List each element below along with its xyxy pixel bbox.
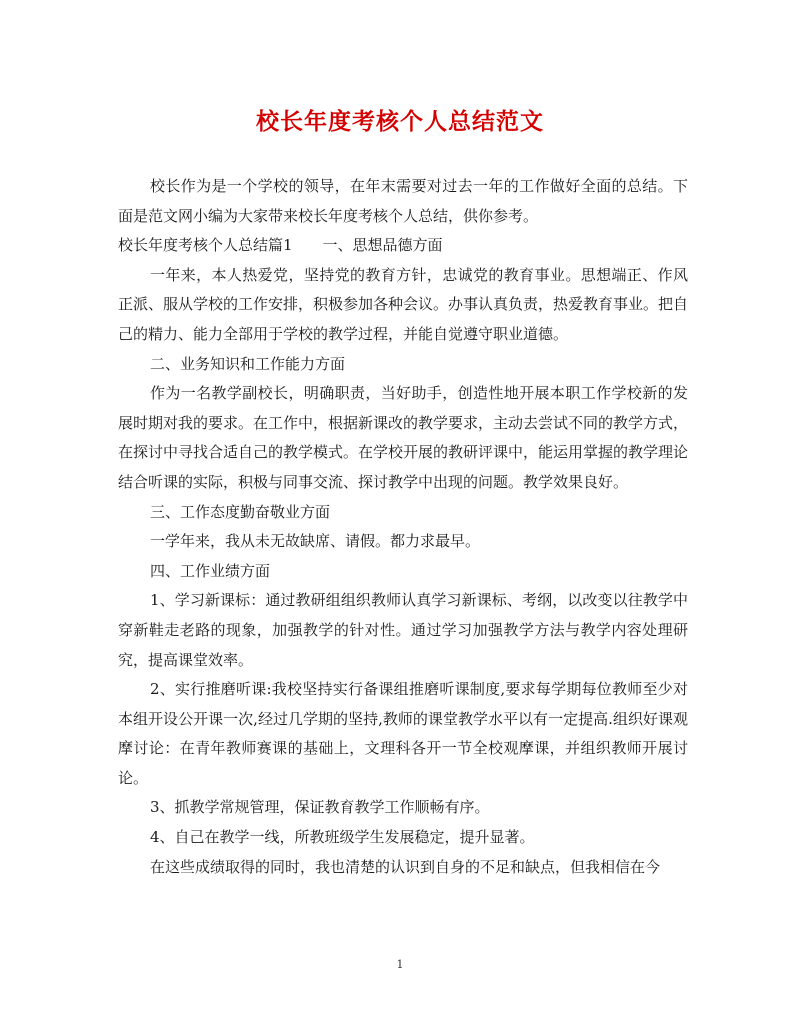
paragraph-new-curriculum: 1、学习新课标：通过教研组组织教师认真学习新课标、考纲，以改变以往教学中穿新鞋走老路的现象，加强教学的针对性。通过学习加强教学方法与教学内容处理研究，提高课堂效率。 bbox=[118, 591, 688, 669]
section-heading-achievements: 四、工作业绩方面 bbox=[150, 561, 271, 580]
paragraph-work-attitude: 一学年来，我从未无故缺席、请假。都力求最早。 bbox=[150, 532, 481, 551]
document-body bbox=[118, 172, 688, 882]
paragraph-shortcomings: 在这些成绩取得的同时，我也清楚的认识到自身的不足和缺点，但我相信在今 bbox=[150, 857, 661, 876]
paragraph-frontline-teaching: 4、自己在教学一线，所教班级学生发展稳定，提升显著。 bbox=[150, 828, 535, 847]
section-heading-professional-ability: 二、业务知识和工作能力方面 bbox=[150, 354, 346, 373]
document-title: 校长年度考核个人总结范文 bbox=[256, 108, 544, 135]
page-number: 1 bbox=[396, 958, 404, 971]
paragraph-routine-management: 3、抓教学常规管理，保证教育教学工作顺畅有序。 bbox=[150, 798, 490, 817]
paragraph-professional-ability: 作为一名教学副校长，明确职责，当好助手，创造性地开展本职工作学校新的发展时期对我的要求。在工作中，根据新课改的教学要求，主动去尝试不同的教学方式，在探讨中寻找合适自己的教学模式。在学校开展的教研评课中，能运用掌握的教学理论结合听课的实际，积极与同事交流、探讨教学中出现的问题。教学效果良好。 bbox=[118, 384, 689, 491]
paragraph-moral-character: 一年来，本人热爱党，坚持党的教育方针，忠诚党的教育事业。思想端正、作风正派、服从学校的工作安排，积极参加各种会议。办事认真负责，热爱教育事业。把自己的精力、能力全部用于学校的教学过程，并能自觉遵守职业道德。 bbox=[118, 265, 689, 343]
paragraph-lesson-observation: 2、实行推磨听课:我校坚持实行备课组推磨听课制度,要求每学期每位教师至少对本组开设公开课一次,经过几学期的坚持,教师的课堂教学水平以有一定提高.组织好课观摩讨论：在青年教师赛课的基础上，文理科各开一节全校观摩课，并组织教师开展讨论。 bbox=[118, 680, 688, 787]
intro-paragraph: 校长作为是一个学校的领导，在年末需要对过去一年的工作做好全面的总结。下面是范文网小编为大家带来校长年度考核个人总结，供你参考。 bbox=[118, 177, 688, 225]
section-heading-work-attitude: 三、工作态度勤奋敬业方面 bbox=[150, 502, 331, 521]
article-heading: 校长年度考核个人总结篇1 一、思想品德方面 bbox=[118, 236, 443, 255]
